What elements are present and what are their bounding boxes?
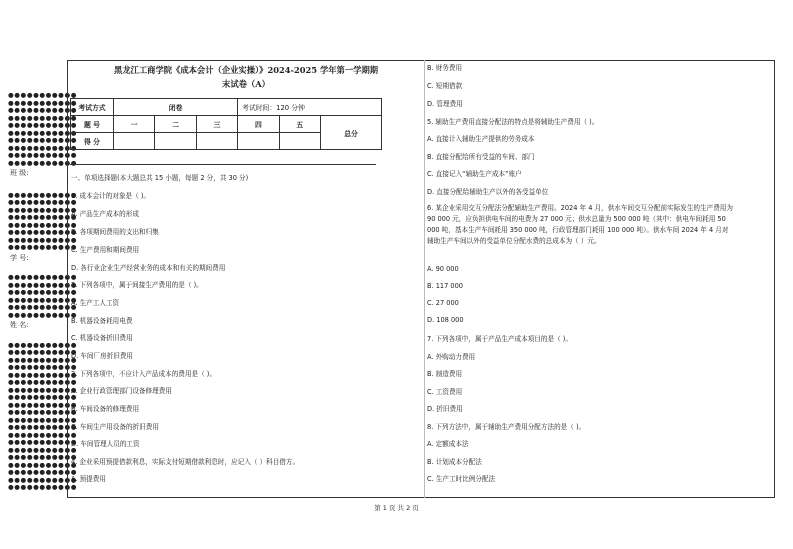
question-1: 1. 成本会计的对象是（ )。: [71, 192, 150, 200]
score-label: 得 分: [71, 133, 114, 150]
dot-row: ●●●●●●●●●●●: [8, 453, 77, 461]
dot-row: ●●●●●●●●●●●: [8, 228, 77, 236]
dot-row: ●●●●●●●●●●●: [8, 213, 77, 221]
student-id-field-label: 学 号:: [10, 253, 29, 262]
option-3c: C. 车间生产用设备的折旧费用: [71, 423, 159, 431]
dot-row: ●●●●●●●●●●●: [8, 340, 77, 349]
dot-row: ●●●●●●●●●●●: [8, 113, 77, 122]
dot-row: ●●●●●●●●●●●: [8, 393, 77, 401]
option-6b: B. 117 000: [427, 282, 463, 290]
option-4c: C. 短期借款: [427, 82, 463, 90]
option-2b: B. 机器设备耗用电费: [71, 317, 133, 325]
dot-row: ●●●●●●●●●●●: [8, 400, 77, 409]
name-field-label: 姓 名:: [10, 321, 29, 329]
dots-group: [8, 340, 77, 492]
dot-row: ●●●●●●●●●●●: [8, 460, 77, 469]
binding-margin: [8, 91, 77, 492]
option-1a: A. 产品生产成本的形成: [71, 210, 139, 218]
option-5c: C. 直接记入“辅助生产成本”账户: [427, 170, 522, 178]
option-7d: D. 折旧费用: [427, 405, 463, 413]
option-4a: A. 预提费用: [71, 475, 106, 483]
dot-row: ●●●●●●●●●●●: [8, 363, 77, 371]
dot-row: ●●●●●●●●●●●: [8, 98, 77, 107]
question-col-2: 二: [155, 116, 196, 133]
option-8b: B. 计划成本分配法: [427, 458, 482, 466]
dot-row: ●●●●●●●●●●●: [8, 468, 77, 476]
option-8a: A. 定额成本法: [427, 440, 469, 448]
dot-row: ●●●●●●●●●●●: [8, 190, 77, 199]
score-table: [70, 98, 382, 150]
option-2d: D. 车间厂房折旧费用: [71, 352, 134, 360]
dot-row: ●●●●●●●●●●●: [8, 288, 77, 296]
right-column: [427, 62, 769, 492]
exam-time: 考试时间：120 分钟: [238, 99, 382, 116]
dot-row: ●●●●●●●●●●●: [8, 378, 77, 386]
dot-row: ●●●●●●●●●●●: [8, 483, 77, 491]
dot-row: ●●●●●●●●●●●: [8, 121, 77, 129]
question-2: 2. 下列各项中，属于间接生产费用的是（ )。: [71, 281, 203, 289]
option-1d: D. 各行业企业生产经营业务的成本和有关的期间费用: [71, 264, 226, 272]
score-cell[interactable]: [196, 133, 237, 150]
dot-row: ●●●●●●●●●●●: [8, 355, 77, 364]
dot-row: ●●●●●●●●●●●: [8, 136, 77, 144]
option-6d: D. 108 000: [427, 316, 464, 324]
question-col-1: 一: [114, 116, 155, 133]
question-col-4: 四: [238, 116, 279, 133]
option-7a: A. 外购动力费用: [427, 353, 476, 361]
dot-row: ●●●●●●●●●●●: [8, 106, 77, 114]
dot-row: ●●●●●●●●●●●: [8, 438, 77, 446]
dot-row: ●●●●●●●●●●●: [8, 235, 77, 244]
score-cell[interactable]: [238, 133, 279, 150]
dot-row: ●●●●●●●●●●●: [8, 445, 77, 454]
question-3: 3. 下列各项中，不应计入产品成本的费用是（ )。: [71, 370, 216, 378]
option-2c: C. 机器设备折旧费用: [71, 334, 133, 342]
option-4b: B. 财务费用: [427, 64, 463, 72]
dot-row: ●●●●●●●●●●●: [8, 205, 77, 214]
exam-method-value: 闭卷: [114, 99, 238, 116]
option-7c: C. 工资费用: [427, 388, 463, 396]
score-cell[interactable]: [279, 133, 320, 150]
dot-row: ●●●●●●●●●●●: [8, 143, 77, 152]
score-cell[interactable]: [155, 133, 196, 150]
dot-row: ●●●●●●●●●●●: [8, 423, 77, 431]
dots-group: [8, 190, 77, 252]
option-3a: A. 企业行政管理部门设备修理费用: [71, 387, 172, 395]
option-4d: D. 管理费用: [427, 100, 463, 108]
dot-row: ●●●●●●●●●●●: [8, 310, 77, 319]
question-6: 6. 某企业采用交互分配法分配辅助生产费用。2024 年 4 月，供水车间交互分配前实际发生的生产费用为 90 000 元，应负担供电车间的电费为 27 000 元；供水总量为 500 000 吨（其中：供电车间耗用 50 000 吨，基本生产车间耗用 350 000 吨，行政管理部门耗用 100 000 吨）。供水车间 2024 年 4 月对辅助生产车间以外的受益单位分配水费的总成本为（ ）元。: [427, 204, 733, 245]
dot-row: ●●●●●●●●●●●: [8, 415, 77, 424]
option-5b: B. 直接分配给所有受益的车间、部门: [427, 153, 535, 161]
question-7: 7. 下列各项中，属于产品生产成本项目的是（ )。: [427, 335, 572, 343]
section-heading: 一、单项选择题(本大题总共 15 小题，每题 2 分，共 30 分): [71, 174, 249, 182]
question-col-5: 五: [279, 116, 320, 133]
dots-group: [8, 273, 77, 319]
option-6a: A. 90 000: [427, 265, 459, 273]
title-line-2: 末试卷（A）: [222, 79, 270, 89]
exam-title: [71, 63, 421, 91]
option-6c: C. 27 000: [427, 299, 459, 307]
dot-row: ●●●●●●●●●●●: [8, 273, 77, 281]
question-5: 5. 辅助生产费用直接分配法的特点是将辅助生产费用（ )。: [427, 118, 599, 126]
option-1b: B. 各项期间费用的支出和归集: [71, 228, 159, 236]
dot-row: ●●●●●●●●●●●: [8, 475, 77, 484]
dot-row: ●●●●●●●●●●●: [8, 243, 77, 251]
dot-row: ●●●●●●●●●●●: [8, 198, 77, 206]
dot-row: ●●●●●●●●●●●: [8, 220, 77, 229]
score-cell[interactable]: [114, 133, 155, 150]
option-8c: C. 生产工时比例分配法: [427, 475, 496, 483]
dot-row: ●●●●●●●●●●●: [8, 430, 77, 439]
option-5a: A. 直接计入辅助生产提供的劳务成本: [427, 135, 535, 143]
dot-row: ●●●●●●●●●●●: [8, 295, 77, 304]
page-number: 第 1 页 共 2 页: [374, 504, 419, 512]
class-field-label: 班 级:: [10, 169, 29, 177]
title-line-1: 黑龙江工商学院《成本会计（企业实操）》2024-2025 学年第一学期期: [113, 65, 379, 75]
dot-row: ●●●●●●●●●●●: [8, 348, 77, 356]
option-5d: D. 直接分配给辅助生产以外的各受益单位: [427, 188, 549, 196]
question-number-label: 题 号: [71, 116, 114, 133]
option-3b: B. 车间设备的修理费用: [71, 405, 140, 413]
dot-row: ●●●●●●●●●●●: [8, 128, 77, 137]
option-3d: D. 车间管理人员的工资: [71, 440, 140, 448]
question-4: 4. 企业采用预提借款利息，实际支付短期借款利息时，应记入（ ）科目借方。: [71, 458, 300, 466]
option-7b: B. 制造费用: [427, 370, 463, 378]
dot-row: ●●●●●●●●●●●: [8, 303, 77, 311]
dot-row: ●●●●●●●●●●●: [8, 370, 77, 379]
dot-row: ●●●●●●●●●●●: [8, 91, 77, 99]
option-2a: A. 生产工人工资: [71, 299, 120, 307]
exam-method-label: 考试方式: [71, 99, 114, 116]
question-col-3: 三: [196, 116, 237, 133]
total-score-label: 总分: [321, 116, 382, 150]
dot-row: ●●●●●●●●●●●: [8, 408, 77, 416]
dots-group: [8, 91, 77, 167]
dot-row: ●●●●●●●●●●●: [8, 158, 77, 167]
question-8: 8. 下列方法中，属于辅助生产费用分配方法的是（ )。: [427, 423, 586, 431]
dot-row: ●●●●●●●●●●●: [8, 280, 77, 289]
section-divider: [70, 164, 376, 165]
column-divider: [424, 60, 425, 498]
dot-row: ●●●●●●●●●●●: [8, 385, 77, 394]
left-column: [71, 172, 421, 492]
option-1c: C. 生产费用和期间费用: [71, 246, 140, 254]
dot-row: ●●●●●●●●●●●: [8, 151, 77, 159]
